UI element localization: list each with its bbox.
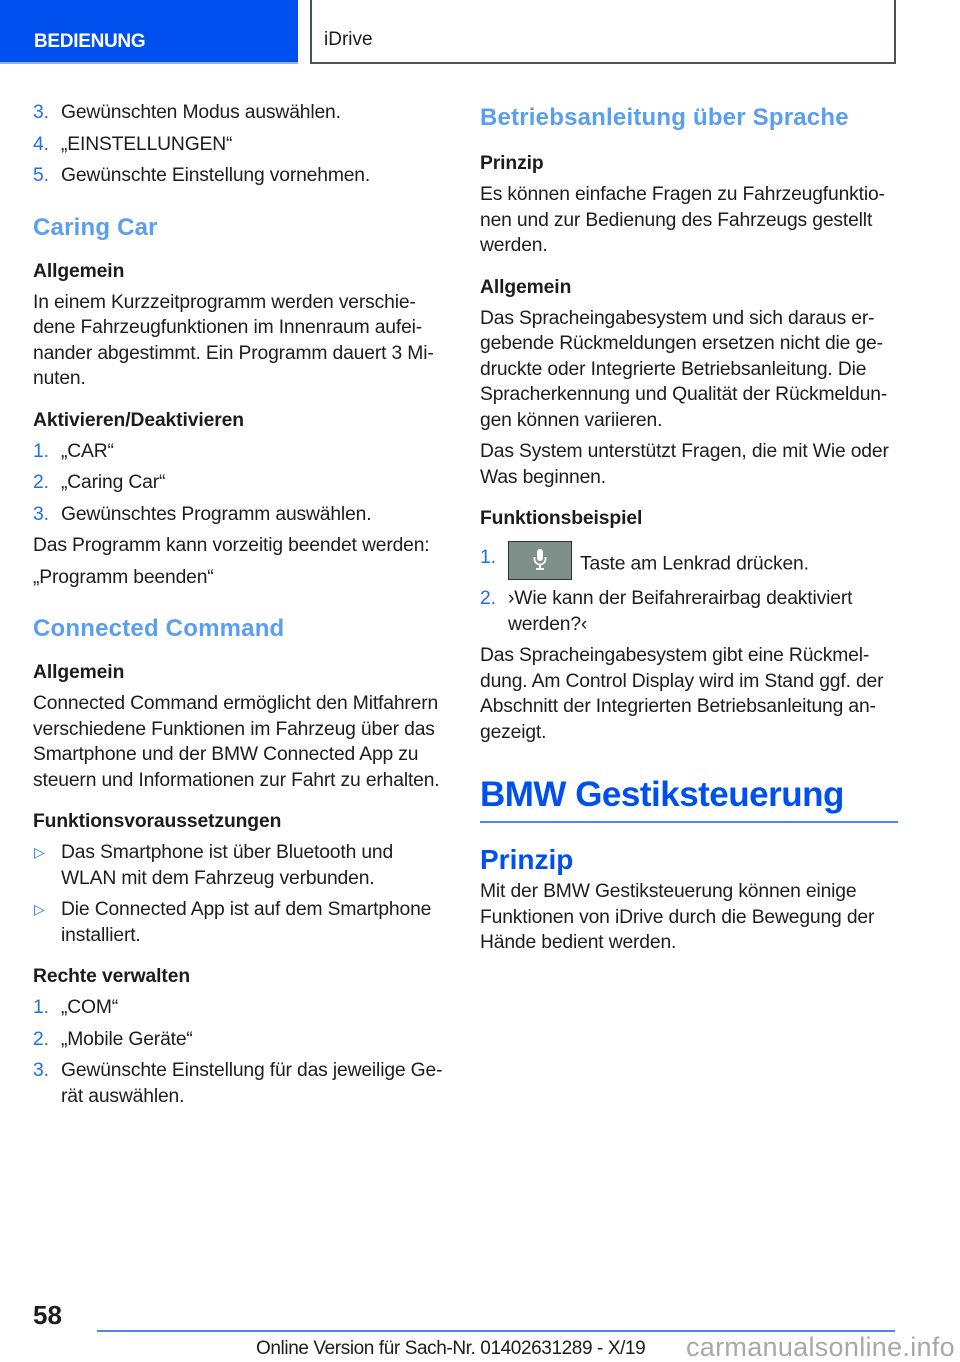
sprache-allgemein-text: Das Spracheingabesystem und sich daraus er-gebende Rückmeldungen ersetzen nicht die ge-druckte oder Integrierte Betriebsanleitung. Die Spracherkennung und Qualität der Rückmeldun-gen können variieren. xyxy=(480,307,888,431)
step-text: „CAR“ xyxy=(61,440,114,462)
step-number: 2. xyxy=(480,588,496,609)
list-item xyxy=(33,439,451,465)
step-text: Gewünschten Modus auswählen. xyxy=(61,102,341,123)
step-text: Taste am Lenkrad drücken. xyxy=(580,553,809,575)
step-number: 4. xyxy=(33,133,49,155)
subheading-funktionsvoraussetzungen: Funktionsvoraussetzungen xyxy=(33,811,282,832)
early-end-note: Das Programm kann vorzeitig beendet werden: xyxy=(33,535,430,556)
gestik-prinzip-text: Mit der BMW Gestiksteuerung können einige Funktionen von iDrive durch die Bewegung der Hände bedient werden. xyxy=(480,881,875,953)
step-number: 5. xyxy=(33,165,49,186)
step-number: 1. xyxy=(33,440,49,462)
sprache-fragen-text: Das System unterstützt Fragen, die mit Wie oder Was beginnen. xyxy=(480,441,889,488)
subheading-funktionsbeispiel: Funktionsbeispiel xyxy=(480,508,643,529)
step-text: ›Wie kann der Beifahrerairbag deaktiviert werden?‹ xyxy=(508,588,853,635)
bullet-text: Das Smartphone ist über Bluetooth und WLAN mit dem Fahrzeug verbunden. xyxy=(61,842,394,889)
bullet-item xyxy=(33,840,451,891)
list-item xyxy=(33,100,451,126)
left-column xyxy=(33,100,451,1109)
triangle-bullet-icon: ▷ xyxy=(34,844,45,860)
step-text: Gewünschtes Programm auswählen. xyxy=(61,503,372,525)
chapter-box xyxy=(310,0,896,64)
subheading-allgemein: Allgemein xyxy=(480,276,572,298)
section-tab xyxy=(0,0,298,64)
step-text: „Caring Car“ xyxy=(61,472,166,493)
list-item xyxy=(33,1027,451,1053)
version-info: Online Version für Sach-Nr. 01402631289 - X/19 xyxy=(256,1338,646,1359)
subheading-aktivieren: Aktivieren/Deaktivieren xyxy=(33,409,244,431)
bullet-text: Die Connected App ist auf dem Smartphone installiert. xyxy=(61,899,432,946)
list-item xyxy=(33,995,451,1021)
subheading-allgemein: Allgemein xyxy=(33,260,125,282)
subheading-allgemein: Allgemein xyxy=(33,662,125,683)
step-text: „COM“ xyxy=(61,997,119,1018)
subheading-rechte-verwalten: Rechte verwalten xyxy=(33,966,190,987)
step-number: 3. xyxy=(33,102,49,123)
heading-prinzip: Prinzip xyxy=(480,844,574,875)
list-item xyxy=(480,545,898,584)
list-item xyxy=(33,502,451,528)
right-column xyxy=(480,103,898,956)
step-number: 3. xyxy=(33,503,49,525)
step-number: 3. xyxy=(33,1060,49,1081)
intro-steps xyxy=(33,100,451,189)
sprache-result-text: Das Spracheingabesystem gibt eine Rückmel-dung. Am Control Display wird im Stand ggf. der Abschnitt der Integrierten Betriebsanleitung an-gezeigt. xyxy=(480,645,884,743)
heading-caring-car: Caring Car xyxy=(33,213,158,241)
step-text: Gewünschte Einstellung für das jeweilige Ge-rät auswählen. xyxy=(61,1060,443,1107)
list-item xyxy=(33,163,451,189)
list-item xyxy=(33,1058,451,1109)
step-number: 1. xyxy=(480,547,496,568)
step-text: „Mobile Geräte“ xyxy=(61,1028,193,1050)
heading-connected-command: Connected Command xyxy=(33,615,285,642)
section-title: BEDIENUNG xyxy=(34,31,146,52)
sprache-prinzip-text: Es können einfache Fragen zu Fahrzeugfunktio-nen und zur Bedienung des Fahrzeugs gestellt werden. xyxy=(480,184,885,256)
subheading-prinzip: Prinzip xyxy=(480,153,544,174)
list-item xyxy=(33,132,451,158)
step-number: 2. xyxy=(33,472,49,493)
list-item xyxy=(33,470,451,496)
step-text: Gewünschte Einstellung vornehmen. xyxy=(61,165,371,186)
watermark: carmanualsonline.info xyxy=(686,1332,955,1362)
caring-car-description: In einem Kurzzeitprogramm werden verschie-dene Fahrzeugfunktionen im Innenraum aufei-nander abgestimmt. Ein Programm dauert 3 Mi-nuten. xyxy=(33,291,434,389)
step-number: 1. xyxy=(33,997,49,1018)
bullet-item xyxy=(33,897,451,948)
voice-button-image xyxy=(508,541,572,580)
page-number: 58 xyxy=(33,1300,62,1330)
chapter-title: iDrive xyxy=(324,29,373,50)
microphone-icon xyxy=(533,548,547,572)
heading-betriebsanleitung-sprache: Betriebsanleitung über Sprache xyxy=(480,104,849,131)
early-end-command: „Programm beenden“ xyxy=(33,566,214,588)
step-text: „EINSTELLUNGEN“ xyxy=(61,133,233,155)
step-number: 2. xyxy=(33,1028,49,1050)
list-item xyxy=(480,586,898,637)
connected-command-description: Connected Command ermöglicht den Mitfahrern verschiedene Funktionen im Fahrzeug über das Smartphone und der BMW Connected App zu steuern und Informationen zur Fahrt zu erhalten. xyxy=(33,693,440,791)
triangle-bullet-icon: ▷ xyxy=(34,901,45,917)
heading-bmw-gestiksteuerung: BMW Gestiksteuerung xyxy=(480,773,898,823)
